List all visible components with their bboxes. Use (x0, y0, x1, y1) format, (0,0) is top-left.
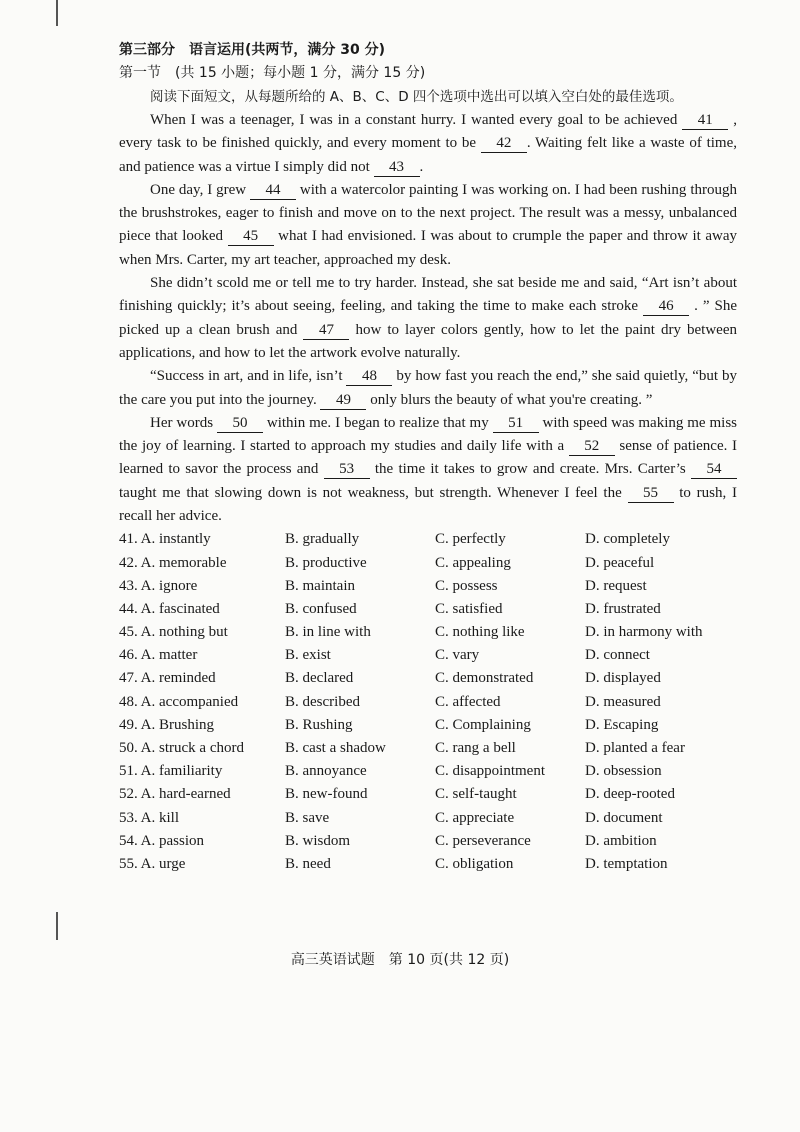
option-c: C. perseverance (435, 832, 531, 849)
blank-52: 52 (569, 438, 615, 456)
option-d: D. peaceful (585, 554, 655, 571)
option-a: 45. A. nothing but (119, 624, 228, 641)
option-a: 46. A. matter (119, 647, 198, 664)
option-b: B. annoyance (285, 763, 367, 780)
passage-text: One day, I grew (150, 181, 250, 198)
passage-text: to rush, I recall her advice. (119, 484, 738, 525)
passage-text: When I was a teenager, I was in a constant hurry. I wanted every goal to be achieved (150, 112, 683, 128)
page-footer: 高三英语试题 第 10 页(共 12 页) (290, 952, 510, 968)
question-row (119, 714, 737, 737)
blank-43: 43 (374, 159, 420, 177)
option-b: B. described (285, 693, 360, 710)
option-b: B. cast a shadow (285, 740, 386, 757)
blank-47: 47 (303, 322, 349, 340)
passage-text: . Waiting felt like a waste of time, and patience was a virtue I simply did not (119, 135, 737, 175)
option-c: C. disappointment (435, 763, 545, 780)
option-c: C. possess (435, 577, 498, 594)
option-d: D. document (585, 809, 663, 826)
option-c: C. vary (435, 647, 480, 664)
blank-45: 45 (228, 228, 274, 246)
option-a: 52. A. hard-earned (119, 786, 231, 803)
question-row (119, 621, 737, 644)
option-a: 43. A. ignore (119, 577, 198, 594)
blank-54: 54 (691, 461, 737, 479)
blank-53: 53 (324, 461, 370, 479)
option-d: D. temptation (585, 855, 668, 872)
blank-46: 46 (643, 298, 689, 316)
option-d: D. in harmony with (585, 624, 703, 641)
option-d: D. deep-rooted (585, 786, 675, 803)
option-c: C. self-taught (435, 786, 517, 803)
blank-51: 51 (493, 415, 539, 433)
option-a: 44. A. fascinated (119, 600, 220, 617)
option-b: B. new-found (285, 786, 368, 803)
passage-paragraph (119, 179, 737, 272)
option-c: C. nothing like (435, 624, 525, 641)
option-b: B. in line with (285, 624, 371, 641)
question-row (119, 598, 737, 621)
passage-paragraph (119, 412, 737, 528)
question-row (119, 528, 737, 551)
margin-line-top (56, 0, 58, 26)
passage-text: only blurs the beauty of what you're creating. ” (366, 391, 653, 408)
option-d: D. displayed (585, 670, 661, 687)
passage-text: with a watercolor painting I was working on. I had been rushing through the brushstrokes, eager to finish and move on to the next project. The result was a messy, unbalanced piece that looked (119, 181, 737, 245)
question-row (119, 807, 737, 830)
options-list (119, 528, 737, 876)
option-a: 55. A. urge (119, 855, 186, 872)
option-b: B. exist (285, 647, 331, 664)
option-a: 51. A. familiarity (119, 763, 223, 780)
question-row (119, 552, 737, 575)
passage-text: She didn’t scold me or tell me to try harder. Instead, she sat beside me and said, “Art isn’t about finishing quickly; it’s about seeing, feeling, and taking the time to make each stroke (119, 275, 737, 315)
option-d: D. request (585, 577, 647, 594)
option-d: D. Escaping (585, 716, 659, 733)
question-row (119, 760, 737, 783)
passage-paragraph (119, 272, 737, 365)
blank-44: 44 (250, 182, 296, 200)
option-d: D. measured (585, 693, 661, 710)
option-c: C. appreciate (435, 809, 515, 826)
option-d: D. connect (585, 647, 650, 664)
passage-paragraph (119, 109, 737, 179)
blank-48: 48 (346, 368, 392, 386)
passage-text: Her words (150, 414, 217, 431)
passage-text: , every task to be finished quickly, and every moment to be (119, 112, 737, 152)
option-d: D. completely (585, 531, 670, 548)
question-row (119, 644, 737, 667)
option-a: 48. A. accompanied (119, 693, 239, 710)
passage-text: . (419, 158, 424, 175)
passage-text: within me. I began to realize that my (262, 414, 493, 431)
option-c: C. rang a bell (435, 740, 516, 757)
passage-paragraph (119, 365, 737, 412)
option-b: B. Rushing (285, 716, 353, 733)
option-b: B. save (285, 809, 330, 826)
blank-49: 49 (320, 392, 366, 410)
question-row (119, 691, 737, 714)
section-heading: 第三部分 语言运用(共两节，满分 30 分) (119, 42, 386, 58)
subsection-heading: 第一节 (共 15 小题；每小题 1 分，满分 15 分) (119, 65, 426, 81)
passage-text: the time it takes to grow and create. Mrs. Carter’s (369, 461, 692, 478)
passage-text: . ” She picked up a clean brush and (119, 298, 737, 338)
question-row (119, 830, 737, 853)
option-c: C. affected (435, 693, 501, 710)
option-b: B. confused (285, 600, 357, 617)
option-c: C. satisfied (435, 600, 503, 617)
option-c: C. appealing (435, 554, 511, 571)
option-d: D. planted a fear (585, 740, 685, 757)
option-d: D. obsession (585, 763, 662, 780)
option-b: B. maintain (285, 577, 355, 594)
passage-text: “Success in art, and in life, isn’t (150, 368, 347, 385)
option-c: C. obligation (435, 855, 514, 872)
option-a: 54. A. passion (119, 832, 205, 849)
option-b: B. gradually (285, 531, 360, 548)
option-c: C. perfectly (435, 531, 506, 548)
option-c: C. demonstrated (435, 670, 534, 687)
option-a: 53. A. kill (119, 809, 180, 826)
blank-55: 55 (628, 485, 674, 503)
option-a: 50. A. struck a chord (119, 740, 244, 757)
option-b: B. declared (285, 670, 354, 687)
question-row (119, 737, 737, 760)
option-a: 47. A. reminded (119, 670, 216, 687)
question-row (119, 575, 737, 598)
option-b: B. productive (285, 554, 367, 571)
option-d: D. frustrated (585, 600, 661, 617)
blank-41: 41 (682, 112, 728, 130)
passage-text: what I had envisioned. I was about to crumple the paper and throw it away when Mrs. Carter, my art teacher, approached my desk. (119, 228, 737, 268)
exam-page (119, 38, 737, 876)
passage-text: with speed was making me miss the joy of learning. I started to approach my studies and daily life with a (119, 414, 738, 455)
option-b: B. need (285, 855, 331, 872)
passage-text: sense of patience. I learned to savor the process and (119, 438, 738, 478)
option-c: C. Complaining (435, 716, 531, 733)
option-d: D. ambition (585, 832, 657, 849)
option-a: 41. A. instantly (119, 531, 211, 548)
option-a: 49. A. Brushing (119, 716, 215, 733)
instruction: 阅读下面短文，从每题所给的 A、B、C、D 四个选项中选出可以填入空白处的最佳选项。 (150, 89, 683, 105)
option-b: B. wisdom (285, 832, 351, 849)
question-row (119, 667, 737, 690)
question-row (119, 783, 737, 806)
passage-text: how to layer colors gently, how to let the paint dry between applications, and how to let the artwork evolve naturally. (119, 321, 737, 361)
blank-42: 42 (481, 135, 527, 153)
cloze-passage (119, 109, 737, 528)
passage-text: by how fast you reach the end,” she said quietly, “but by the care you put into the journey. (119, 368, 737, 408)
option-a: 42. A. memorable (119, 554, 227, 571)
blank-50: 50 (217, 415, 263, 433)
margin-line-bottom (56, 912, 58, 940)
passage-text: taught me that slowing down is not weakness, but strength. Whenever I feel the (119, 484, 628, 501)
question-row (119, 853, 737, 876)
